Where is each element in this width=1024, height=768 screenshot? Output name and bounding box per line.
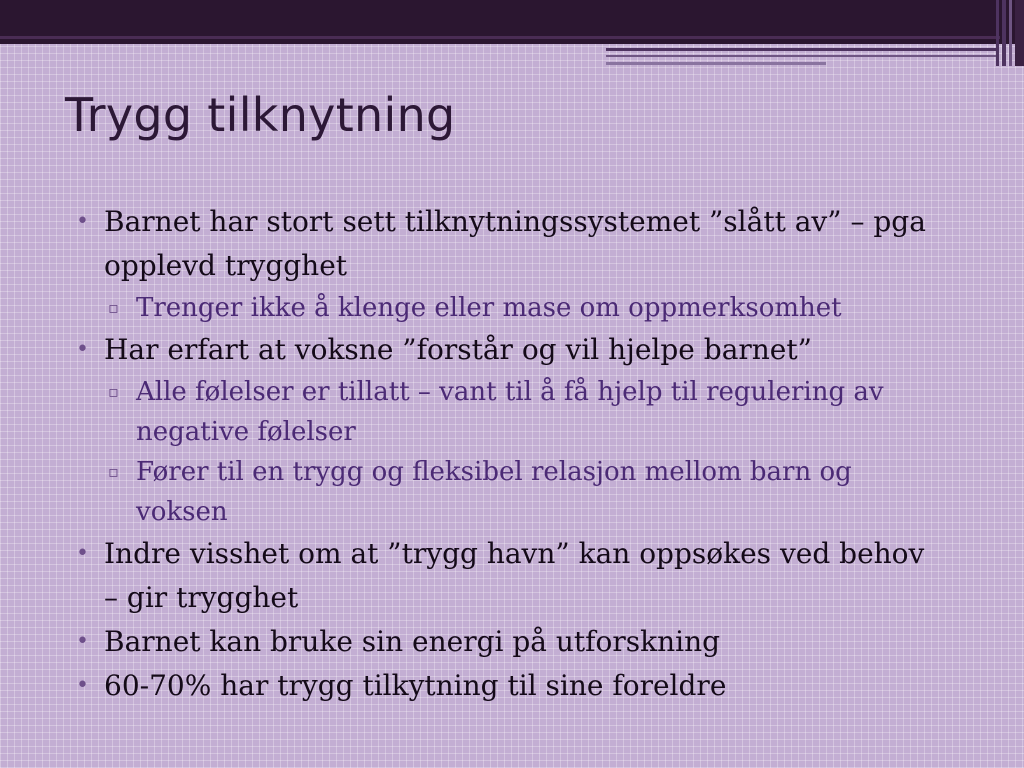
bullet-dot-icon: • <box>76 673 89 698</box>
right-decorative-bars <box>994 0 1024 66</box>
bullet-item-level2 <box>108 288 946 328</box>
bullet-dot-icon: • <box>76 337 89 362</box>
bullet-text: Har erfart at voksne ”forstår og vil hjelpe barnet” <box>104 333 812 366</box>
bullet-text: Trenger ikke å klenge eller mase om oppmerksomhet <box>136 293 842 323</box>
accent-line <box>606 48 996 51</box>
bullet-item-level1 <box>76 532 944 620</box>
bullet-item-level1 <box>76 620 944 664</box>
accent-line <box>606 55 996 57</box>
bullet-dot-icon: • <box>76 541 89 566</box>
bullet-text: 60-70% har trygg tilkytning til sine foreldre <box>104 669 727 702</box>
bullet-text: Barnet kan bruke sin energi på utforskning <box>104 625 721 658</box>
bullet-dot-icon: • <box>76 209 89 234</box>
bullet-text: Indre visshet om at ”trygg havn” kan oppsøkes ved behov – gir trygghet <box>104 537 925 614</box>
bullet-item-level1 <box>76 200 944 288</box>
top-band-line <box>0 36 1000 39</box>
accent-line <box>606 62 826 65</box>
bullet-square-icon: ▫ <box>108 298 119 317</box>
bullet-square-icon: ▫ <box>108 382 119 401</box>
bullet-item-level2 <box>108 452 946 532</box>
bullet-item-level1 <box>76 328 944 372</box>
bullet-text: Fører til en trygg og fleksibel relasjon mellom barn og voksen <box>136 457 852 527</box>
bullet-list <box>76 200 976 708</box>
bullet-dot-icon: • <box>76 629 89 654</box>
bullet-item-level2 <box>108 372 946 452</box>
bullet-text: Barnet har stort sett tilknytningssystemet ”slått av” – pga opplevd trygghet <box>104 205 926 282</box>
bullet-text: Alle følelser er tillatt – vant til å få hjelp til regulering av negative følelser <box>136 377 884 447</box>
slide-title: Trygg tilknytning <box>65 88 456 142</box>
bullet-square-icon: ▫ <box>108 462 119 481</box>
bullet-item-level1 <box>76 664 944 708</box>
